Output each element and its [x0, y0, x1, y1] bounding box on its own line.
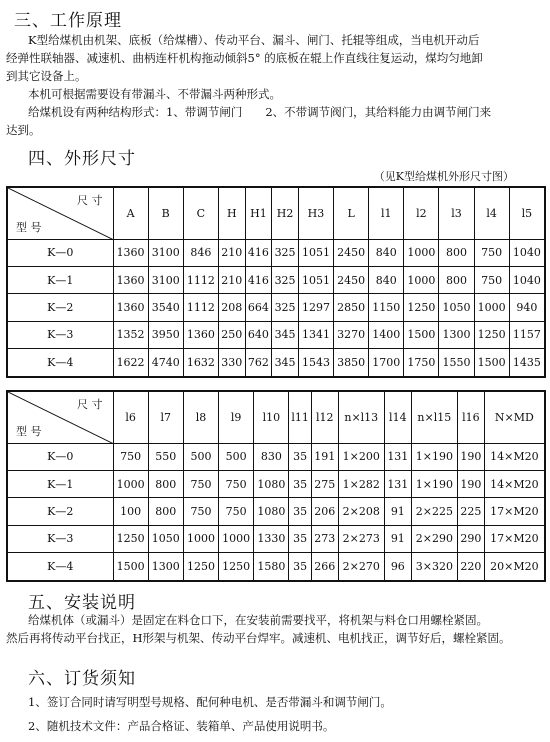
table-cell: 1112 [183, 294, 218, 321]
corner-label-dimensions: 尺 寸 [77, 194, 103, 207]
table-cell: 500 [219, 443, 254, 470]
table-row [7, 349, 545, 377]
table-cell: 273 [311, 525, 338, 552]
table-cell: 225 [458, 498, 485, 525]
table-cell: 830 [254, 443, 289, 470]
table-cell: 1400 [369, 321, 404, 348]
section-3-para1-line3: 到其它设备上。 [6, 69, 87, 83]
table-cell: 3×320 [411, 553, 457, 581]
table-cell: 1250 [113, 525, 148, 552]
model-cell: K—2 [7, 498, 113, 525]
table-cell: 14×M20 [484, 443, 545, 470]
table1-col-header: H3 [298, 187, 333, 239]
section-3-para3-line2: 达到。 [6, 123, 41, 137]
table-cell: 1632 [183, 349, 218, 377]
table-cell: 2×273 [338, 525, 384, 552]
table-cell: 1352 [113, 321, 148, 348]
table1-col-header: B [148, 187, 183, 239]
table-row [7, 443, 545, 470]
table2-corner-cell [7, 391, 113, 443]
table2-col-header: N×MD [484, 391, 545, 443]
table-cell: 275 [311, 470, 338, 497]
table-cell: 206 [311, 498, 338, 525]
table-cell: 1040 [509, 266, 545, 293]
table-cell: 800 [148, 470, 183, 497]
table1-col-header: l4 [474, 187, 509, 239]
table-cell: 762 [245, 349, 272, 377]
corner-label-dimensions: 尺 寸 [77, 398, 103, 411]
table-cell: 1330 [254, 525, 289, 552]
table1-col-header: l2 [404, 187, 439, 239]
table-cell: 3100 [148, 266, 183, 293]
table2-col-header: l11 [289, 391, 311, 443]
table-cell: 91 [384, 498, 411, 525]
table-row [7, 321, 545, 348]
table-cell: 1051 [298, 239, 333, 266]
table-cell: 345 [272, 321, 299, 348]
table2-col-header: l16 [458, 391, 485, 443]
table1-col-header: A [113, 187, 148, 239]
table-row [7, 525, 545, 552]
table-cell: 1×200 [338, 443, 384, 470]
table-cell: 1×282 [338, 470, 384, 497]
model-cell: K—1 [7, 470, 113, 497]
table-cell: 1000 [404, 266, 439, 293]
table1-col-header: l3 [439, 187, 474, 239]
table-cell: 750 [474, 266, 509, 293]
table-cell: 1050 [439, 294, 474, 321]
table-cell: 1050 [148, 525, 183, 552]
table-cell: 1157 [509, 321, 545, 348]
table-cell: 2450 [334, 239, 369, 266]
table-cell: 3540 [148, 294, 183, 321]
table-cell: 800 [439, 239, 474, 266]
table-cell: 2×290 [411, 525, 457, 552]
dimension-table-2 [6, 390, 546, 582]
table-cell: 1580 [254, 553, 289, 581]
table1-col-header: H [218, 187, 245, 239]
table-cell: 1×190 [411, 443, 457, 470]
table-cell: 210 [218, 239, 245, 266]
table-cell: 840 [369, 266, 404, 293]
table-cell: 846 [183, 239, 218, 266]
table-row [7, 239, 545, 266]
table-cell: 1051 [298, 266, 333, 293]
table-cell: 290 [458, 525, 485, 552]
table-cell: 2×270 [338, 553, 384, 581]
table-cell: 1000 [404, 239, 439, 266]
model-cell: K—2 [7, 294, 113, 321]
section-3-para1-line1: K型给煤机由机架、底板（给煤槽）、传动平台、漏斗、闸门、托辊等组成，当电机开动后 [28, 33, 480, 47]
section-3-title: 三、工作原理 [14, 11, 122, 31]
table-cell: 1500 [404, 321, 439, 348]
table-cell: 416 [245, 239, 272, 266]
table-cell: 500 [183, 443, 218, 470]
table-cell: 190 [458, 443, 485, 470]
table-cell: 14×M20 [484, 470, 545, 497]
corner-label-model: 型 号 [16, 424, 42, 438]
table-cell: 35 [289, 498, 311, 525]
table-cell: 325 [272, 239, 299, 266]
section-5-line1: 给煤机体（或漏斗）是固定在料仓口下，在安装前需要找平，将机架与料仓口用螺栓紧固。 [28, 613, 488, 627]
table-cell: 210 [218, 266, 245, 293]
model-cell: K—3 [7, 321, 113, 348]
table2-col-header: l12 [311, 391, 338, 443]
table-cell: 100 [113, 498, 148, 525]
table-cell: 1543 [298, 349, 333, 377]
table-cell: 35 [289, 553, 311, 581]
table-cell: 1250 [404, 294, 439, 321]
corner-label-model: 型 号 [16, 220, 42, 234]
table-cell: 96 [384, 553, 411, 581]
table-cell: 1622 [113, 349, 148, 377]
table-cell: 1080 [254, 470, 289, 497]
table2-col-header: l6 [113, 391, 148, 443]
table-cell: 750 [183, 498, 218, 525]
table-cell: 1040 [509, 239, 545, 266]
table2-col-header: n×l15 [411, 391, 457, 443]
table-cell: 750 [219, 470, 254, 497]
table-row [7, 266, 545, 293]
table1-corner-cell [7, 187, 113, 239]
table-cell: 1500 [474, 349, 509, 377]
table-cell: 1750 [404, 349, 439, 377]
table-cell: 3950 [148, 321, 183, 348]
table-cell: 1360 [183, 321, 218, 348]
table2-col-header: l10 [254, 391, 289, 443]
table-cell: 35 [289, 443, 311, 470]
table-cell: 1250 [474, 321, 509, 348]
table-cell: 3100 [148, 239, 183, 266]
table-cell: 345 [272, 349, 299, 377]
table2-col-header: l14 [384, 391, 411, 443]
table-cell: 1250 [219, 553, 254, 581]
table-cell: 20×M20 [484, 553, 545, 581]
table-cell: 1300 [439, 321, 474, 348]
table-cell: 550 [148, 443, 183, 470]
table-cell: 220 [458, 553, 485, 581]
table1-col-header: l1 [369, 187, 404, 239]
model-cell: K—3 [7, 525, 113, 552]
table2-col-header: l8 [183, 391, 218, 443]
table-cell: 664 [245, 294, 272, 321]
table-row [7, 498, 545, 525]
table-cell: 800 [148, 498, 183, 525]
table-cell: 2450 [334, 266, 369, 293]
table-cell: 325 [272, 294, 299, 321]
section-5-line2: 然后再将传动平台找正，H形架与机架、传动平台焊牢。减速机、电机找正，调节好后，螺栓紧固。 [6, 631, 511, 645]
table-cell: 2850 [334, 294, 369, 321]
table1-header-row [7, 187, 545, 239]
table-cell: 266 [311, 553, 338, 581]
table-cell: 3850 [334, 349, 369, 377]
table-cell: 1297 [298, 294, 333, 321]
table-row [7, 553, 545, 581]
table-cell: 1435 [509, 349, 545, 377]
model-cell: K—0 [7, 443, 113, 470]
table-cell: 750 [183, 470, 218, 497]
table-cell: 1341 [298, 321, 333, 348]
table-cell: 91 [384, 525, 411, 552]
table-cell: 1360 [113, 239, 148, 266]
table-cell: 1000 [474, 294, 509, 321]
table-cell: 1500 [113, 553, 148, 581]
table-cell: 4740 [148, 349, 183, 377]
table-cell: 1150 [369, 294, 404, 321]
table-cell: 330 [218, 349, 245, 377]
section-3-para1-line2: 经弹性联轴器、减速机、曲柄连杆机构拖动倾斜5° 的底板在辊上作直线往复运动，煤均匀地卸 [6, 51, 483, 65]
table-cell: 840 [369, 239, 404, 266]
table-cell: 250 [218, 321, 245, 348]
table-cell: 17×M20 [484, 525, 545, 552]
section-5-title: 五、安装说明 [28, 593, 136, 613]
table-cell: 416 [245, 266, 272, 293]
table1-col-header: l5 [509, 187, 545, 239]
section-6-title: 六、订货须知 [28, 669, 136, 689]
table2-col-header: n×l13 [338, 391, 384, 443]
table-cell: 191 [311, 443, 338, 470]
table-cell: 325 [272, 266, 299, 293]
table1-col-header: C [183, 187, 218, 239]
table-cell: 131 [384, 470, 411, 497]
table-cell: 1360 [113, 266, 148, 293]
section-3-para3-line1: 给煤机设有两种结构形式：1、带调节闸门 2、不带调节阀门，其给料能力由调节闸门来 [28, 105, 492, 119]
section-4-title: 四、外形尺寸 [28, 149, 136, 169]
table1-col-header: L [334, 187, 369, 239]
table-cell: 1080 [254, 498, 289, 525]
table1-col-header: H2 [272, 187, 299, 239]
table-cell: 35 [289, 470, 311, 497]
section-6-item1: 1、签订合同时请写明型号规格、配何种电机、是否带漏斗和调节闸门。 [28, 695, 392, 709]
table-cell: 1000 [113, 470, 148, 497]
table-cell: 2×208 [338, 498, 384, 525]
figure-reference-note: （见K型给煤机外形尺寸图） [373, 170, 514, 183]
table-cell: 1×190 [411, 470, 457, 497]
table-cell: 208 [218, 294, 245, 321]
table-cell: 190 [458, 470, 485, 497]
table2-header-row [7, 391, 545, 443]
table-cell: 1550 [439, 349, 474, 377]
dimension-table-1 [6, 186, 546, 378]
table-cell: 800 [439, 266, 474, 293]
section-3-para2: 本机可根据需要设有带漏斗、不带漏斗两种形式。 [28, 87, 281, 101]
table-cell: 1000 [219, 525, 254, 552]
section-6-item2: 2、随机技术文件：产品合格证、装箱单、产品使用说明书。 [28, 719, 335, 733]
table2-col-header: l7 [148, 391, 183, 443]
table2-col-header: l9 [219, 391, 254, 443]
table-cell: 131 [384, 443, 411, 470]
table-cell: 2×225 [411, 498, 457, 525]
table-cell: 940 [509, 294, 545, 321]
table-row [7, 294, 545, 321]
model-cell: K—4 [7, 553, 113, 581]
table-cell: 750 [219, 498, 254, 525]
table-cell: 1360 [113, 294, 148, 321]
table-cell: 17×M20 [484, 498, 545, 525]
table-cell: 1000 [183, 525, 218, 552]
table-row [7, 470, 545, 497]
table1-col-header: H1 [245, 187, 272, 239]
table-cell: 1112 [183, 266, 218, 293]
table-cell: 1250 [183, 553, 218, 581]
table-cell: 640 [245, 321, 272, 348]
table-cell: 1700 [369, 349, 404, 377]
model-cell: K—0 [7, 239, 113, 266]
model-cell: K—1 [7, 266, 113, 293]
table-cell: 35 [289, 525, 311, 552]
model-cell: K—4 [7, 349, 113, 377]
table-cell: 1300 [148, 553, 183, 581]
table-cell: 750 [474, 239, 509, 266]
table-cell: 3270 [334, 321, 369, 348]
table-cell: 750 [113, 443, 148, 470]
